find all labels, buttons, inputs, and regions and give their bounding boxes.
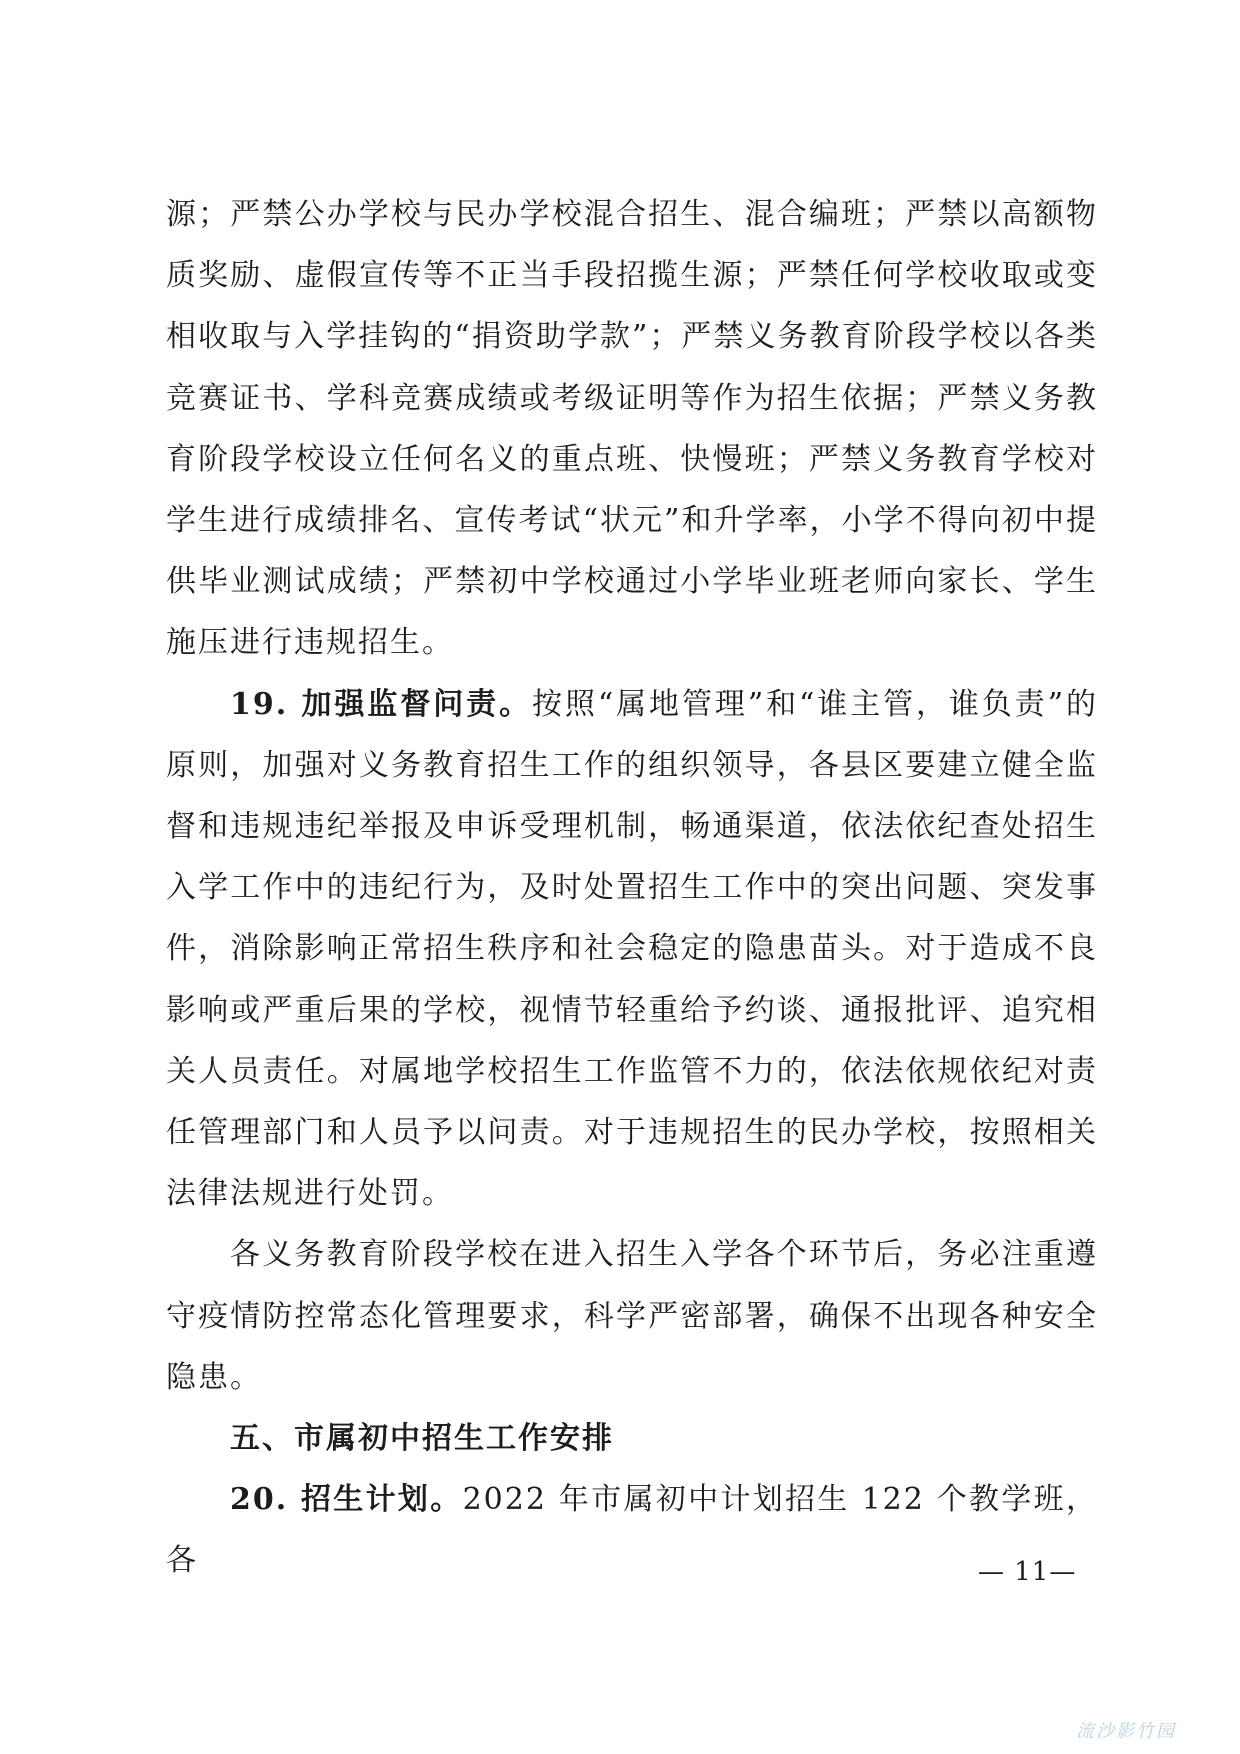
paragraph-epidemic-safety: 各义务教育阶段学校在进入招生入学各个环节后，务必注重遵守疫情防控常态化管理要求，科学严密部署，确保不出现各种安全隐患。 [166, 1237, 1098, 1395]
document-body [166, 184, 1098, 1592]
section-heading-5: 五、市属初中招生工作安排 [230, 1421, 614, 1457]
paragraph-enrollment-plan [166, 1469, 1098, 1591]
watermark: 流沙影竹园 [1076, 1721, 1176, 1742]
item-20-text: 2022 年市属初中计划招生 122 个教学班，各 [166, 1482, 1099, 1579]
item-20-heading: 20. 招生计划。 [230, 1482, 463, 1518]
item-19-text: 按照“属地管理”和“谁主管，谁负责”的原则，加强对义务教育招生工作的组织领导，各县区要建立健全监督和违规违纪举报及申诉受理机制，畅通渠道，依法依纪查处招生入学工作中的违纪行为，及时处置招生工作中的突出问题、突发事件，消除影响正常招生秩序和社会稳定的隐患苗头。对于造成不良影响或严重后果的学校，视情节轻重给予约谈、通报批评、追究相关人员责任。对属地学校招生工作监管不力的，依法依规依纪对责任管理部门和人员予以问责。对于违规招生的民办学校，按照相关法律法规进行处罚。 [166, 686, 1098, 1212]
paragraph-supervision [166, 674, 1098, 1225]
paragraph-prohibitions: 源；严禁公办学校与民办学校混合招生、混合编班；严禁以高额物质奖励、虚假宣传等不正当手段招揽生源；严禁任何学校收取或变相收取与入学挂钩的“捐资助学款”；严禁义务教育阶段学校以各类竞赛证书、学科竞赛成绩或考级证明等作为招生依据；严禁义务教育阶段学校设立任何名义的重点班、快慢班；严禁义务教育学校对学生进行成绩排名、宣传考试“状元”和升学率，小学不得向初中提供毕业测试成绩；严禁初中学校通过小学毕业班老师向家长、学生施压进行违规招生。 [166, 197, 1098, 661]
page-number: — 11— [978, 1557, 1077, 1587]
item-19-heading: 19. 加强监督问责。 [230, 686, 533, 722]
